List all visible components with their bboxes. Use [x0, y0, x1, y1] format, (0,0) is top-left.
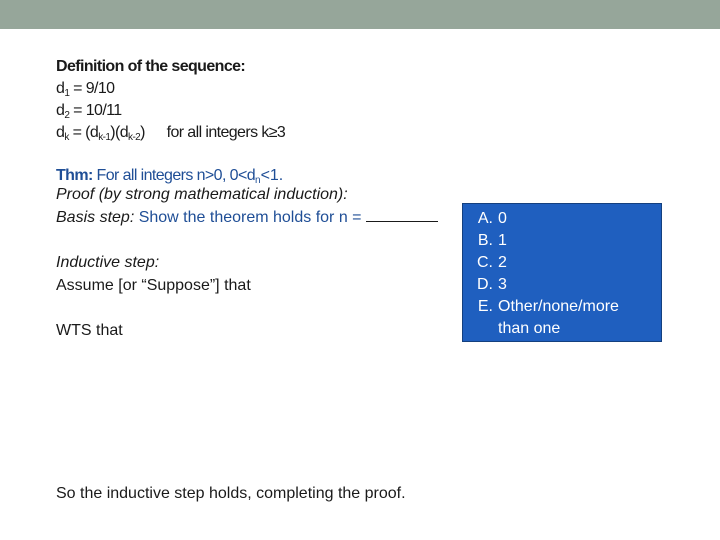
answer-option-e[interactable]: E. Other/none/more	[477, 298, 619, 315]
basis-step: Basis step: Show the theorem holds for n =	[56, 207, 438, 228]
theorem-label: Thm:	[56, 167, 93, 184]
answer-option-e-continuation: than one	[498, 320, 561, 337]
recurrence-condition: for all integers k	[166, 124, 269, 141]
answer-option-d[interactable]: D. 3	[477, 276, 507, 293]
definition-dk: $d_k = (d_{k-1})(d_{k-2})$ for all integers k≥3	[56, 124, 286, 143]
answer-blank	[366, 207, 438, 222]
theorem-statement: Thm: For all integers n>0, $0<d_n<1$.	[56, 167, 284, 186]
answer-option-a[interactable]: A. 0	[477, 210, 507, 227]
inductive-step-heading: Inductive step:	[56, 254, 160, 271]
answer-options-box	[462, 203, 662, 342]
definition-heading: Definition of the sequence:	[56, 58, 246, 75]
slide-top-bar	[0, 0, 720, 29]
inductive-assumption: Assume [or “Suppose”] that	[56, 277, 251, 294]
wants-to-show: WTS that	[56, 322, 123, 339]
answer-option-b[interactable]: B. 1	[477, 232, 507, 249]
proof-heading: Proof (by strong mathematical induction):	[56, 186, 348, 203]
answer-option-c[interactable]: C. 2	[477, 254, 507, 271]
definition-d2: $d_2 = 10/11$	[56, 102, 122, 121]
proof-conclusion: So the inductive step holds, completing the proof.	[56, 485, 406, 502]
definition-d1: $d_1 = 9/10$	[56, 80, 115, 99]
